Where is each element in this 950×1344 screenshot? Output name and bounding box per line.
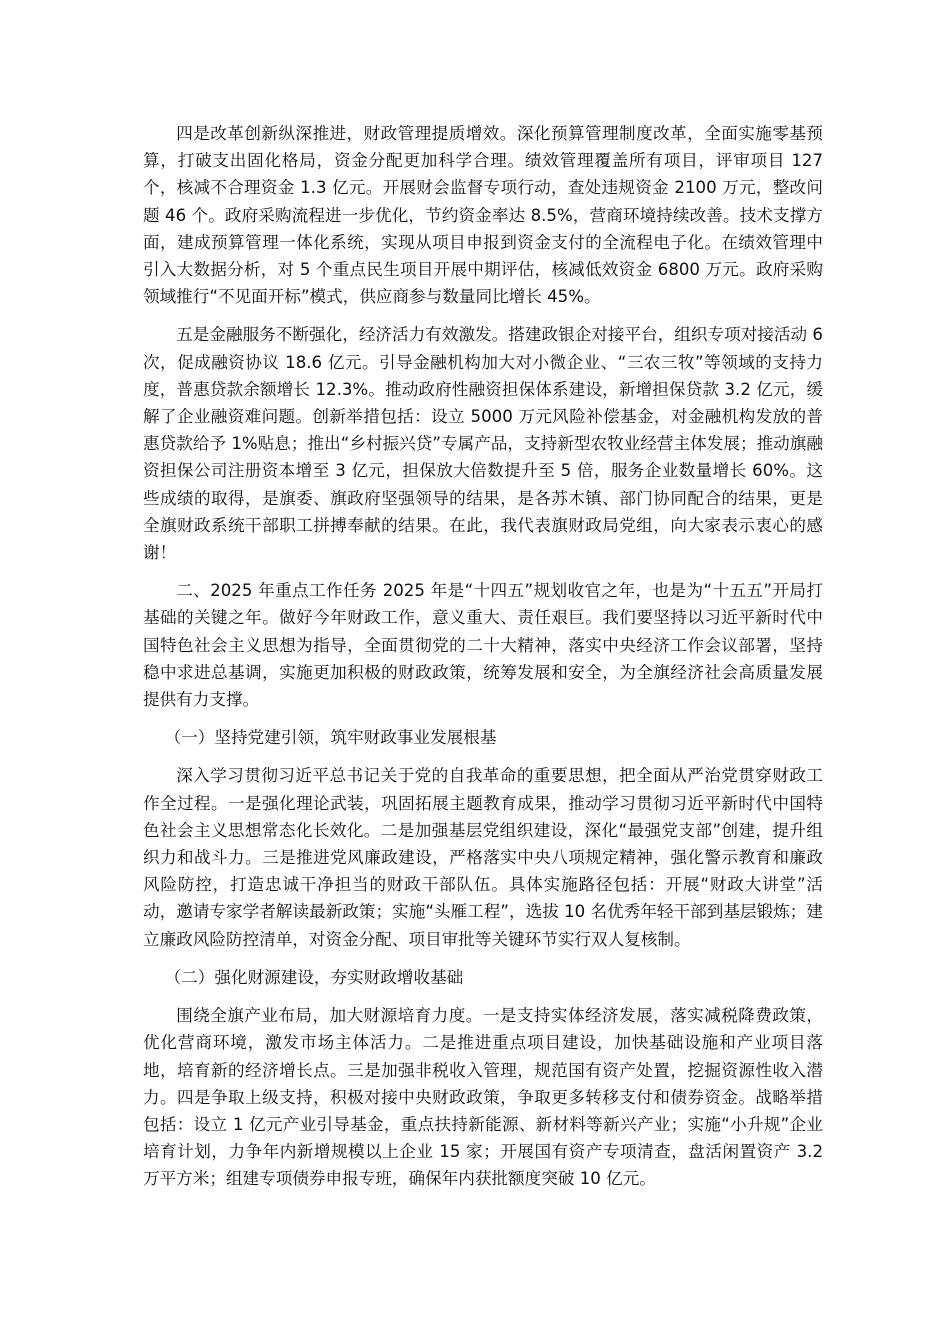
paragraph-financial-services: 五是金融服务不断强化，经济活力有效激发。搭建政银企对接平台，组织专项对接活动 6 次，促成融资协议 18.6 亿元。引导金融机构加大对小微企业、“三农三牧”等领域的支持力度，普惠贷款余额增长 12.3%。推动政府性融资担保体系建设，新增担保贷款 3.2 亿元，缓解了企业融资难问题。创新举措包括：设立 5000 万元风险补偿基金，对金融机构发放的普惠贷款给予 1%贴息；推出“乡村振兴贷”专属产品，支持新型农牧业经营主体发展；推动旗融资担保公司注册资本增至 3 亿元，担保放大倍数提升至 5 倍，服务企业数量增长 60%。这些成绩的取得，是旗委、旗政府坚强领导的结果，是各苏木镇、部门协同配合的结果，更是全旗财政系统干部职工拼搏奉献的结果。在此，我代表旗财政局党组，向大家表示衷心的感谢！ [143,325,824,563]
document-body [143,120,823,1204]
paragraph-revenue-sources: 围绕全旗产业布局，加大财源培育力度。一是支持实体经济发展，落实减税降费政策，优化营商环境，激发市场主体活力。二是推进重点项目建设，加快基础设施和产业项目落地，培育新的经济增长点。三是加强非税收入管理，规范国有资产处置，挖掘资源性收入潜力。四是争取上级支持，积极对接中央财政政策，争取更多转移支付和债券资金。战略举措包括：设立 1 亿元产业引导基金，重点扶持新能源、新材料等新兴产业；实施“小升规”企业培育计划，力争年内新增规模以上企业 15 家；开展国有资产专项清查，盘活闲置资产 3.2 万平方米；组建专项债券申报专班，确保年内获批额度突破 10 亿元。 [143,1006,823,1189]
paragraph-party-building: 深入学习贯彻习近平总书记关于党的自我革命的重要思想，把全面从严治党贯穿财政工作全过程。一是强化理论武装，巩固拓展主题教育成果，推动学习贯彻习近平新时代中国特色社会主义思想常态化长效化。二是加强基层党组织建设，深化“最强党支部”创建，提升组织力和战斗力。三是推进党风廉政建设，严格落实中央八项规定精神，强化警示教育和廉政风险防控，打造忠诚干净担当的财政干部队伍。具体实施路径包括：开展“财政大讲堂”活动，邀请专家学者解读最新政策；实施“头雁工程”，选拔 10 名优秀年轻干部到基层锻炼；建立廉政风险防控清单，对资金分配、项目审批等关键环节实行双人复核制。 [143,766,823,949]
section-heading-revenue-sources: （二）强化财源建设，夯实财政增收基础 [164,967,464,987]
paragraph-2025-key-tasks: 二、2025 年重点工作任务 2025 年是“十四五”规划收官之年，也是为“十五五”开局打基础的关键之年。做好今年财政工作，意义重大、责任艰巨。我们要坚持以习近平新时代中国特色社会主义思想为指导，全面贯彻党的二十大精神，落实中央经济工作会议部署，坚持稳中求进总基调，实施更加积极的财政政策，统筹发展和安全，为全旗经济社会高质量发展提供有力支撑。 [143,581,823,710]
section-heading-party-building: （一）坚持党建引领，筑牢财政事业发展根基 [164,728,497,748]
paragraph-reform-innovation: 四是改革创新纵深推进，财政管理提质增效。深化预算管理制度改革，全面实施零基预算，打破支出固化格局，资金分配更加科学合理。绩效管理覆盖所有项目，评审项目 127 个，核减不合理资金 1.3 亿元。开展财会监督专项行动，查处违规资金 2100 万元，整改问题 46 个。政府采购流程进一步优化，节约资金率达 8.5%，营商环境持续改善。技术支撑方面，建成预算管理一体化系统，实现从项目申报到资金支付的全流程电子化。在绩效管理中引入大数据分析，对 5 个重点民生项目开展中期评估，核减低效资金 6800 万元。政府采购领域推行“不见面开标”模式，供应商参与数量同比增长 45%。 [143,124,823,307]
